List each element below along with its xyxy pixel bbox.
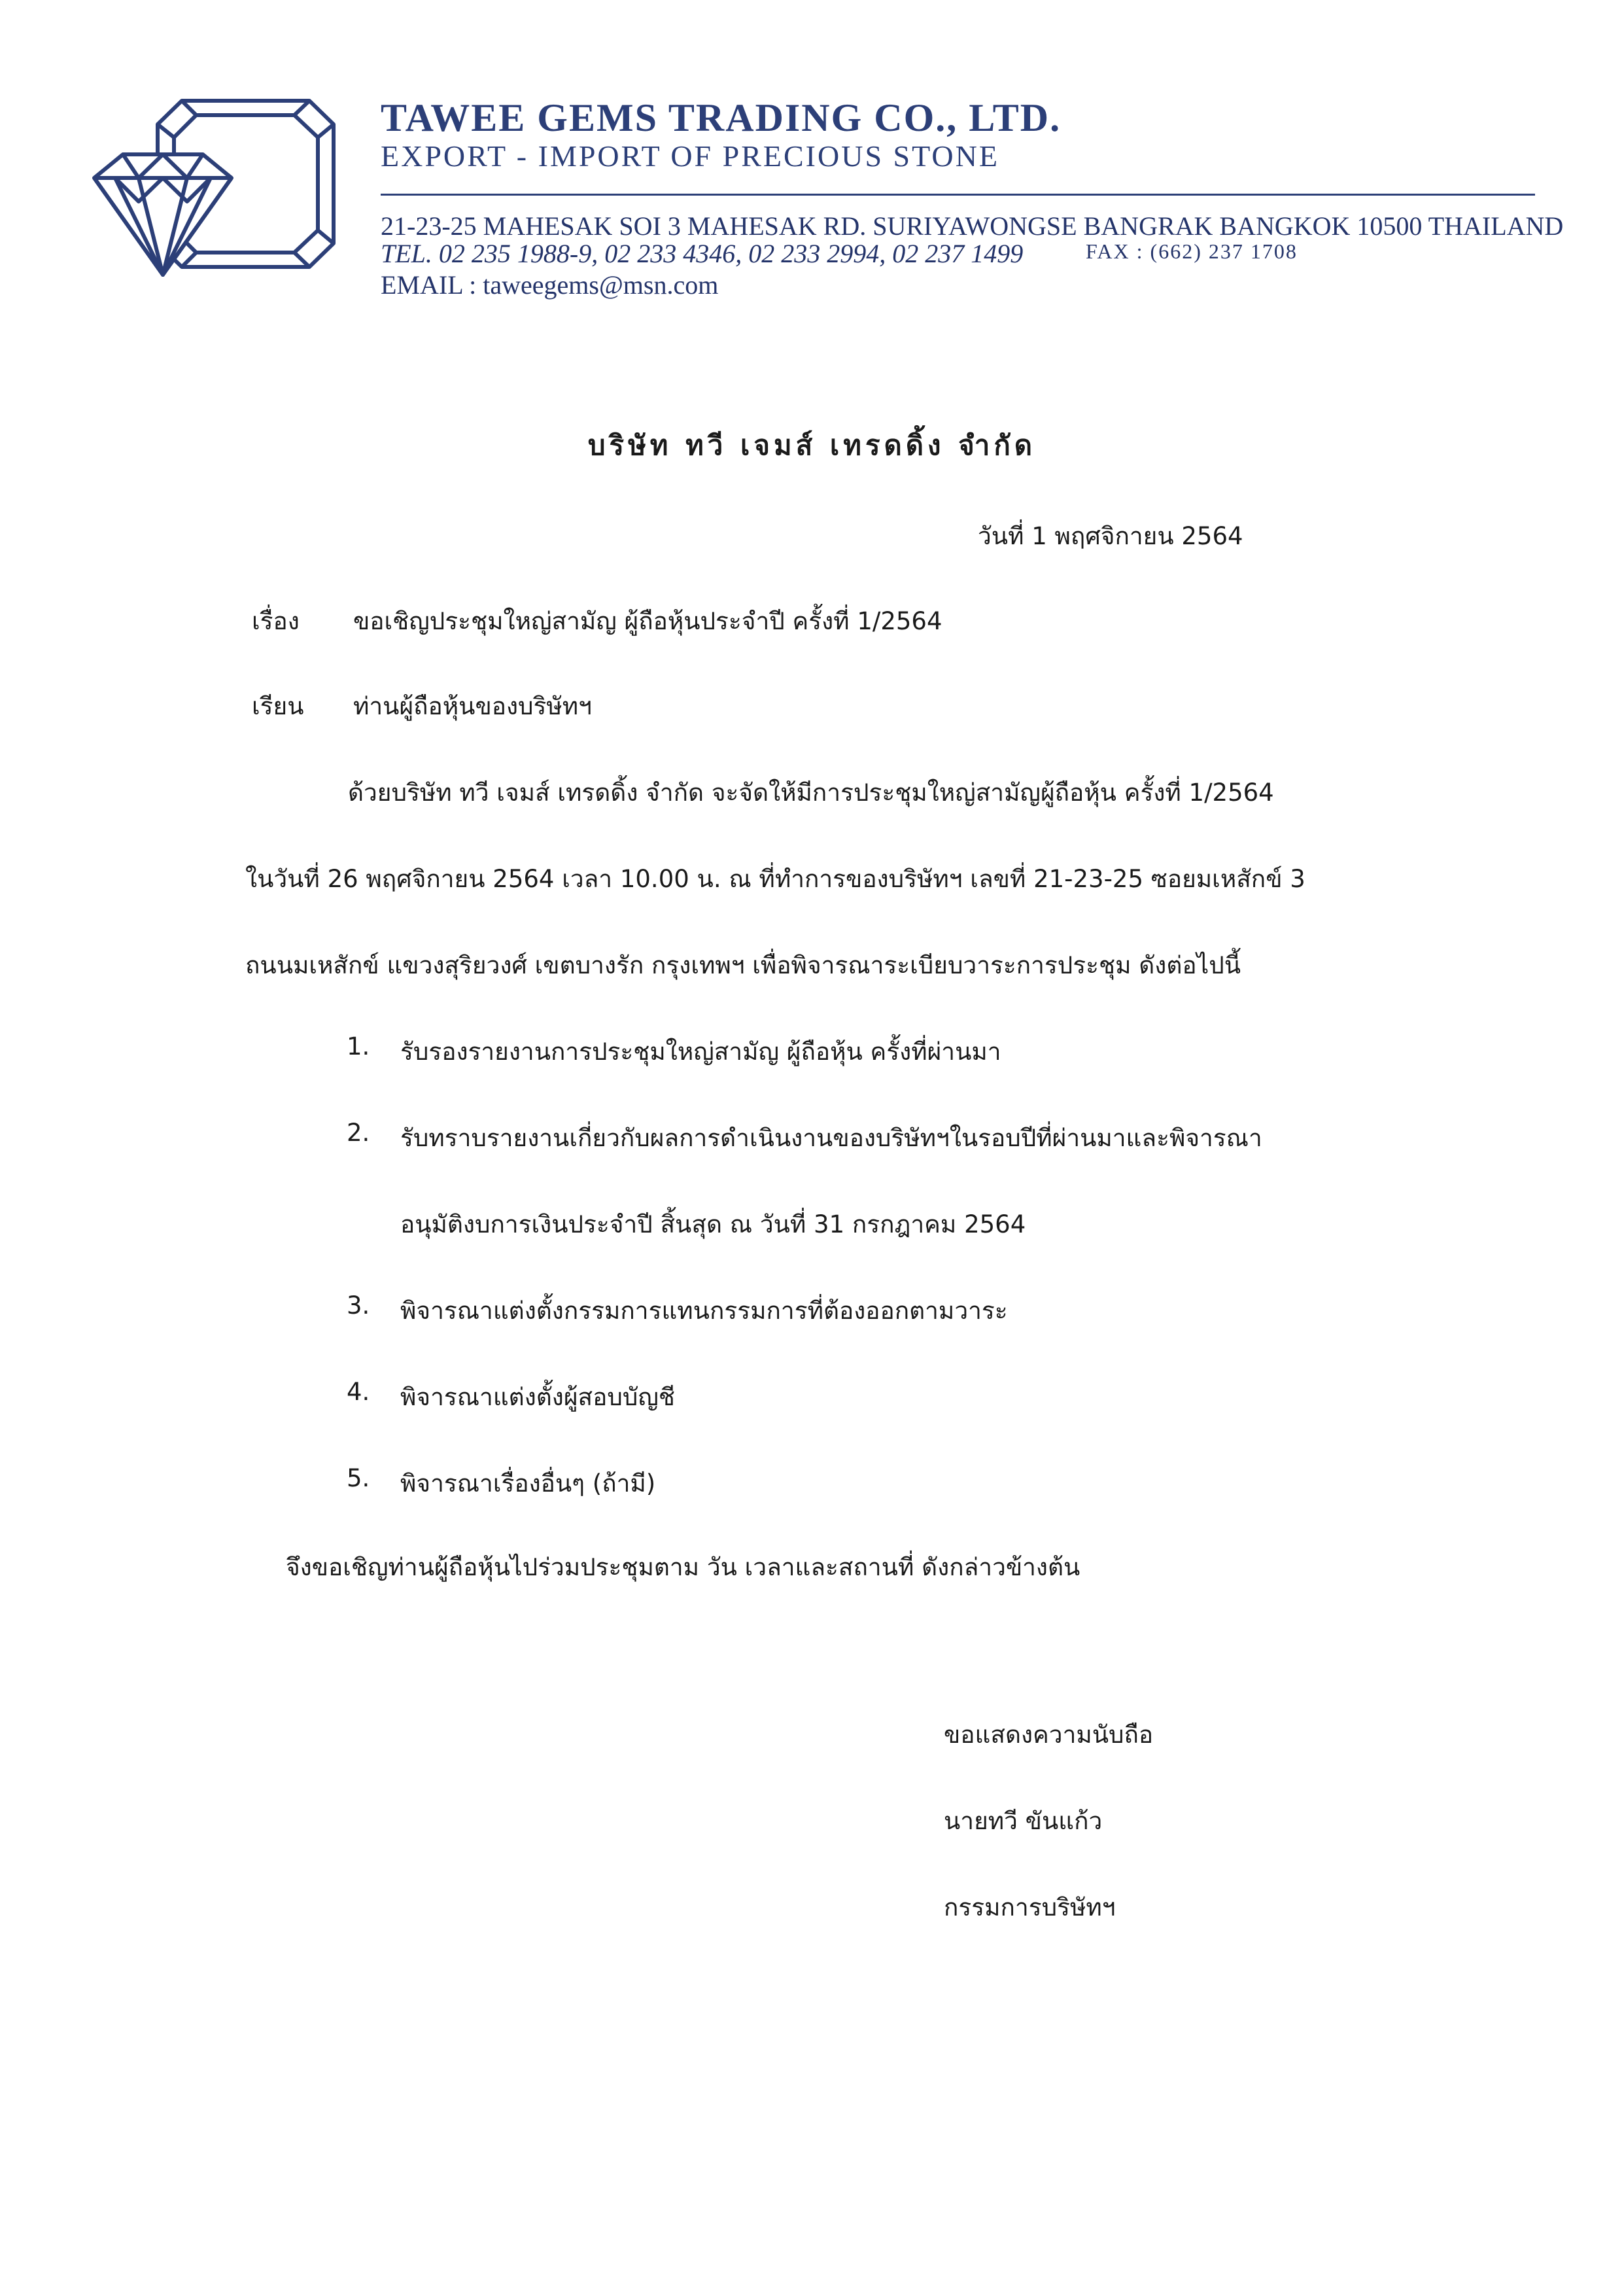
agenda-item-continuation: อนุมัติงบการเงินประจำปี สิ้นสุด ณ วันที่ 31 กรกฎาคม 2564 — [400, 1210, 1026, 1238]
agenda-number: 3. — [347, 1291, 370, 1320]
agenda-number: 4. — [347, 1378, 370, 1406]
diamond-gem-logo — [58, 92, 345, 281]
regards: ขอแสดงความนับถือ — [944, 1721, 1154, 1749]
agenda-item: รับรองรายงานการประชุมใหญ่สามัญ ผู้ถือหุ้น ครั้งที่ผ่านมา — [400, 1038, 1001, 1066]
company-fax: FAX : (662) 237 1708 — [1086, 239, 1298, 263]
closing-sentence: จึงขอเชิญท่านผู้ถือหุ้นไปร่วมประชุมตาม วัน เวลาและสถานที่ ดังกล่าวข้างต้น — [286, 1553, 1080, 1581]
company-telephone: TEL. 02 235 1988-9, 02 233 4346, 02 233 2994, 02 237 1499 — [381, 239, 1024, 268]
subject-text: ขอเชิญประชุมใหญ่สามัญ ผู้ถือหุ้นประจำปี ครั้งที่ 1/2564 — [353, 607, 942, 635]
signer-title: กรรมการบริษัทฯ — [944, 1893, 1116, 1921]
subject-label: เรื่อง — [252, 607, 300, 635]
recipient-label: เรียน — [252, 692, 304, 720]
agenda-item: พิจารณาแต่งตั้งกรรมการแทนกรรมการที่ต้องออกตามวาระ — [400, 1297, 1008, 1325]
agenda-item: พิจารณาแต่งตั้งผู้สอบบัญชี — [400, 1383, 675, 1411]
company-address: 21-23-25 MAHESAK SOI 3 MAHESAK RD. SURIYAWONGSE BANGRAK BANGKOK 10500 THAILAND — [381, 211, 1564, 241]
agenda-number: 1. — [347, 1032, 370, 1060]
agenda-item: พิจารณาเรื่องอื่นๆ (ถ้ามี) — [400, 1469, 656, 1498]
agenda-item: รับทราบรายงานเกี่ยวกับผลการดำเนินงานของบริษัทฯในรอบปีที่ผ่านมาและพิจารณา — [400, 1124, 1262, 1152]
body-line-1: ด้วยบริษัท ทวี เจมส์ เทรดดิ้ง จำกัด จะจัดให้มีการประชุมใหญ่สามัญผู้ถือหุ้น ครั้งที่ 1/2564 — [348, 779, 1274, 807]
signer-name: นายทวี ขันแก้ว — [944, 1807, 1103, 1835]
agenda-number: 5. — [347, 1464, 370, 1492]
letterhead-divider — [381, 194, 1535, 196]
recipient-text: ท่านผู้ถือหุ้นของบริษัทฯ — [353, 692, 592, 720]
body-line-3: ถนนมเหสักข์ แขวงสุริยวงศ์ เขตบางรัก กรุงเทพฯ เพื่อพิจารณาระเบียบวาระการประชุม ดังต่อไปนี้ — [245, 951, 1241, 979]
company-tagline: EXPORT - IMPORT OF PRECIOUS STONE — [381, 139, 999, 173]
letter-title: บริษัท ทวี เจมส์ เทรดดิ้ง จำกัด — [587, 429, 1037, 461]
body-line-2: ในวันที่ 26 พฤศจิกายน 2564 เวลา 10.00 น. ณ ที่ทำการของบริษัทฯ เลขที่ 21-23-25 ซอยมเหสักข์ 3 — [245, 865, 1305, 893]
letter-date: วันที่ 1 พฤศจิกายน 2564 — [978, 522, 1243, 550]
agenda-number: 2. — [347, 1119, 370, 1147]
company-email: EMAIL : taweegems@msn.com — [381, 270, 719, 300]
company-name: TAWEE GEMS TRADING CO., LTD. — [381, 96, 1062, 139]
